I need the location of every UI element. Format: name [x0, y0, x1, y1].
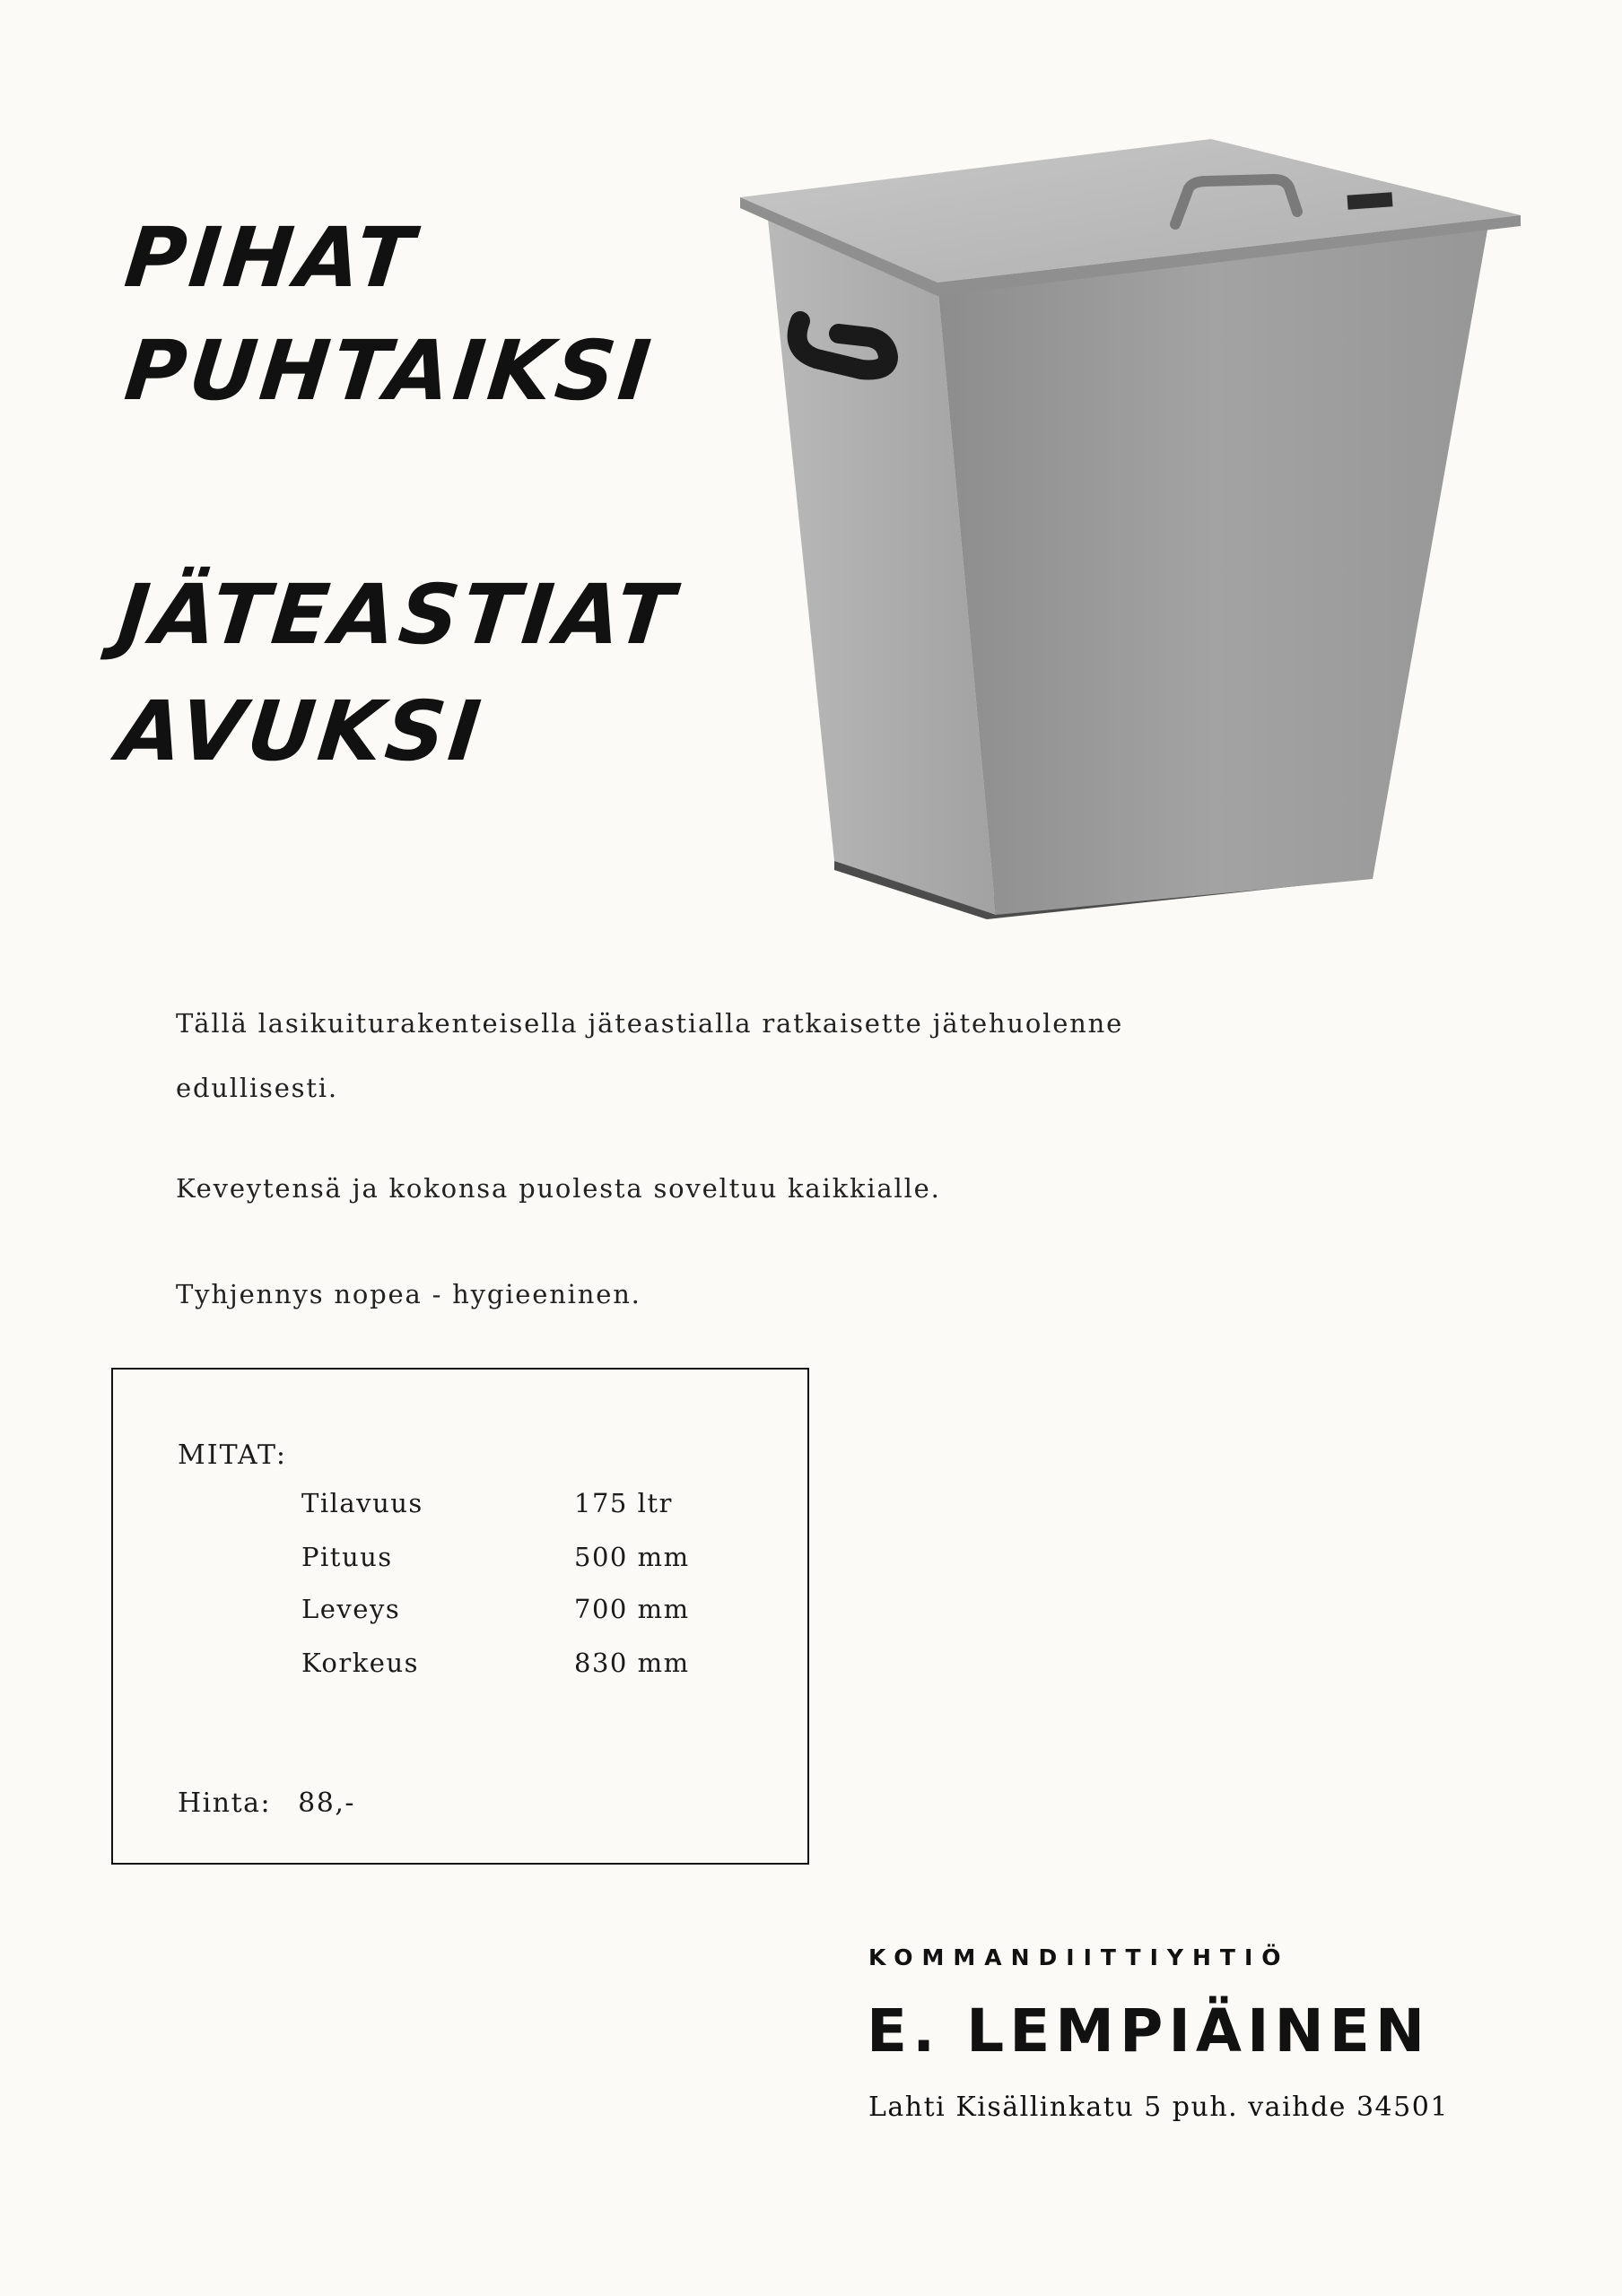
spec-row-height	[301, 1648, 750, 1683]
bin-front-side	[937, 220, 1489, 915]
spec-row-volume	[301, 1488, 750, 1524]
spec-value: 175 ltr	[574, 1488, 673, 1518]
spec-value: 500 mm	[574, 1542, 690, 1572]
company-name: E. LEMPIÄINEN	[867, 1996, 1431, 2066]
company-type: KOMMANDIITTIYHTIÖ	[868, 1944, 1290, 1970]
price-label: Hinta:	[178, 1787, 272, 1819]
spec-label: Tilavuus	[301, 1488, 423, 1518]
description-paragraph-2: Keveytensä ja kokonsa puolesta soveltuu kaikkialle.	[176, 1173, 941, 1204]
dimensions-box	[111, 1368, 809, 1865]
dimensions-heading: MITAT:	[178, 1439, 288, 1471]
company-address: Lahti Kisällinkatu 5 puh. vaihde 34501	[868, 2092, 1449, 2123]
spec-row-width	[301, 1594, 750, 1630]
description-line-1: Tällä lasikuiturakenteisella jäteastialla ratkaisette jätehuolenne	[176, 1008, 1124, 1039]
spec-label: Pituus	[301, 1542, 393, 1572]
headline-line-2: PUHTAIKSI	[120, 323, 658, 419]
spec-value: 700 mm	[574, 1594, 690, 1624]
spec-value: 830 mm	[574, 1648, 690, 1678]
headline-line-1: PIHAT	[120, 210, 422, 306]
spec-label: Korkeus	[301, 1648, 420, 1678]
price-value: 88,-	[298, 1787, 355, 1819]
spec-row-length	[301, 1542, 750, 1578]
headline-line-4: AVUKSI	[113, 683, 489, 779]
waste-bin-photo	[727, 126, 1534, 933]
description-line-2: edullisesti.	[176, 1073, 338, 1103]
price	[178, 1787, 355, 1819]
headline-line-3: JÄTEASTIAT	[113, 567, 682, 663]
spec-label: Leveys	[301, 1594, 401, 1624]
waste-bin-illustration	[727, 126, 1534, 933]
description-paragraph-3: Tyhjennys nopea - hygieeninen.	[176, 1279, 641, 1309]
